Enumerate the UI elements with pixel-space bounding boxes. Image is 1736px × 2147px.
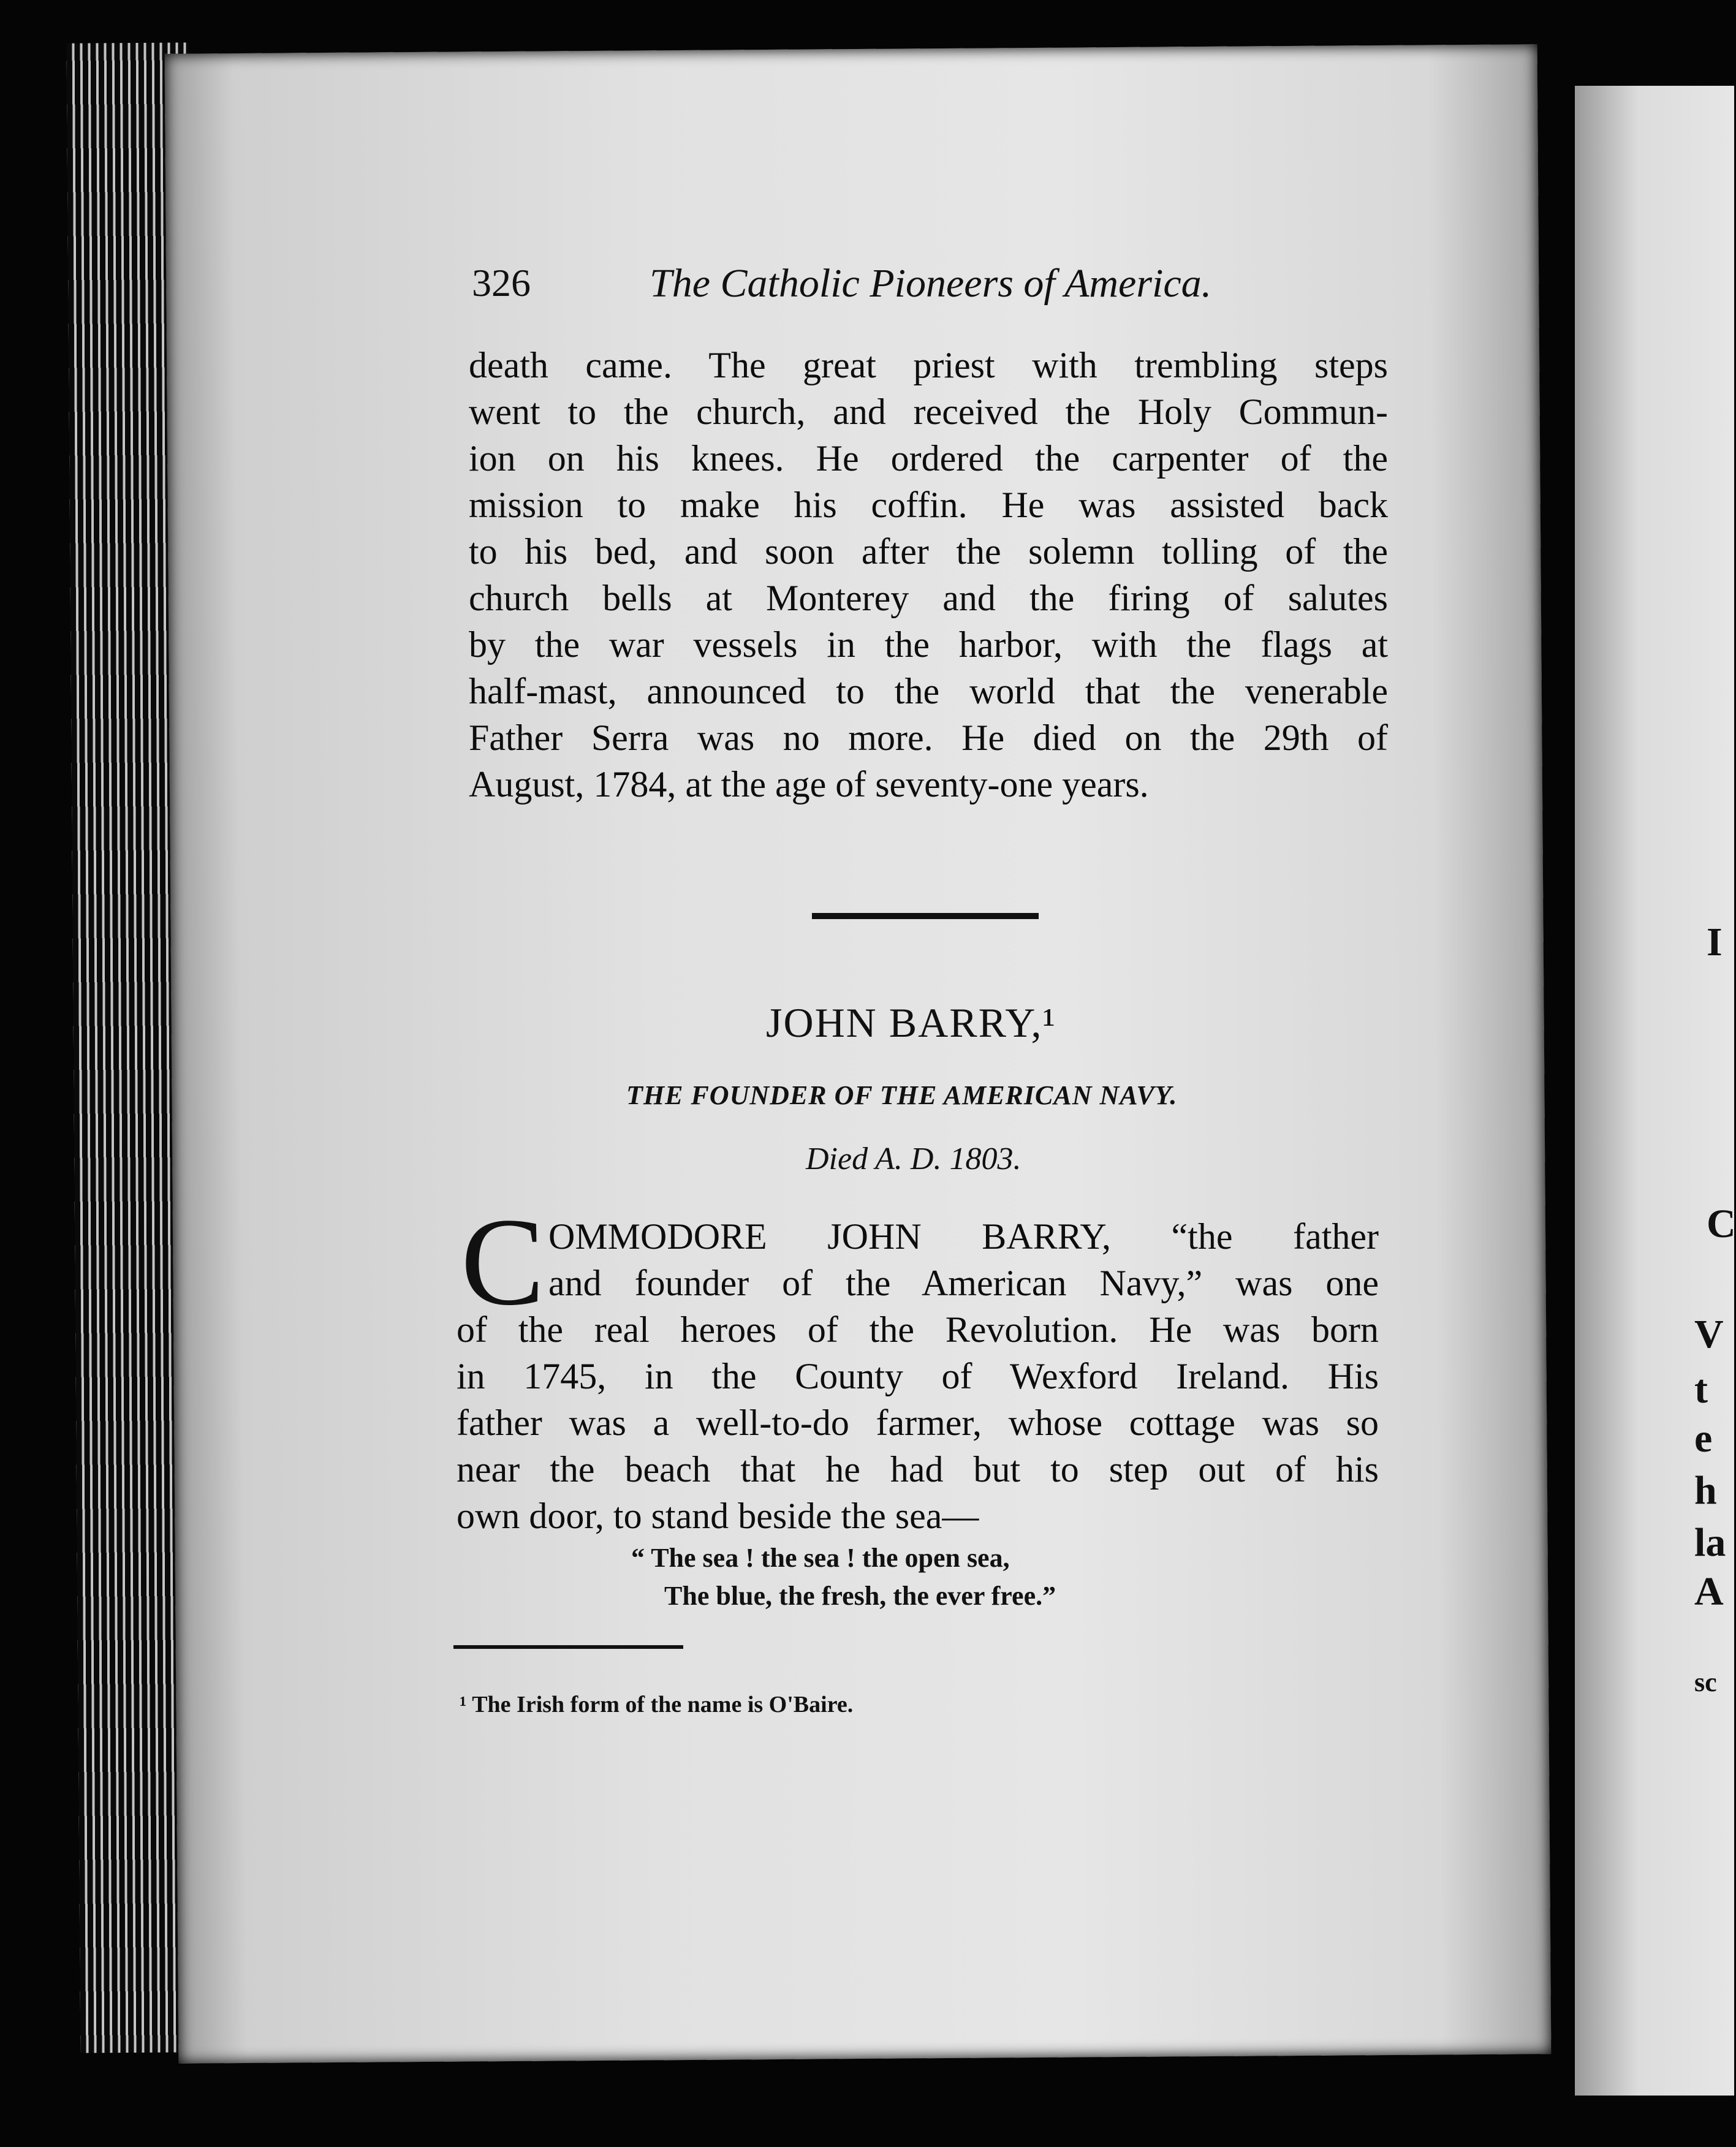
text-line: by the war vessels in the harbor, with the flags at (469, 624, 1388, 665)
page-number: 326 (472, 261, 531, 305)
section-divider (812, 913, 1039, 919)
text-line: Father Serra was no more. He died on the 29th of (469, 718, 1388, 758)
facing-page-fragment: A (1694, 1569, 1724, 1614)
facing-page-fragment: I (1707, 920, 1723, 964)
footnote-rule (453, 1645, 683, 1649)
text-line: OMMODORE JOHN BARRY, “the father (548, 1216, 1379, 1257)
text-line: went to the church, and received the Holy Commun- (469, 392, 1388, 432)
paragraph-barry-intro (457, 1213, 1379, 1539)
facing-page-fragment: t (1694, 1367, 1708, 1412)
text-line: mission to make his coffin. He was assisted back (469, 485, 1388, 525)
section-title: JOHN BARRY,¹ (766, 999, 1056, 1046)
section-subtitle: THE FOUNDER OF THE AMERICAN NAVY. (626, 1080, 1178, 1110)
text-line: ion on his knees. He ordered the carpenter of the (469, 438, 1388, 479)
running-title: The Catholic Pioneers of America. (650, 261, 1212, 306)
text-line: to his bed, and soon after the solemn tolling of the (469, 531, 1388, 572)
text-line: father was a well-to-do farmer, whose cottage was so (457, 1403, 1379, 1443)
text-line: August, 1784, at the age of seventy-one years. (469, 764, 1149, 805)
date-line: Died A. D. 1803. (806, 1142, 1022, 1176)
text-line: of the real heroes of the Revolution. He was born (457, 1309, 1379, 1350)
page-header (472, 260, 1244, 316)
text-line: and founder of the American Navy,” was one (548, 1263, 1379, 1303)
facing-page-fragment: C (1707, 1202, 1736, 1246)
facing-page-fragment: h (1694, 1468, 1717, 1513)
text-line: half-mast, announced to the world that the venerable (469, 671, 1388, 711)
quote-line: “ The sea ! the sea ! the open sea, (631, 1543, 1010, 1573)
text-line: in 1745, in the County of Wexford Ireland. His (457, 1356, 1379, 1396)
text-line: death came. The great priest with trembling steps (469, 345, 1388, 385)
text-line: church bells at Monterey and the firing of salutes (469, 578, 1388, 618)
drop-cap: C (461, 1192, 545, 1331)
text-line: own door, to stand beside the sea— (457, 1496, 979, 1536)
facing-page (1575, 86, 1734, 2096)
facing-page-fragment: V (1694, 1312, 1724, 1357)
facing-page-fragment: la (1694, 1520, 1726, 1565)
paragraph-serra-death (469, 342, 1388, 808)
verse-quote (631, 1539, 1056, 1615)
facing-page-fragment: sc (1694, 1667, 1717, 1697)
footnote: ¹ The Irish form of the name is O'Baire. (460, 1692, 854, 1717)
facing-page-fragment: e (1694, 1416, 1713, 1461)
quote-line: The blue, the fresh, the ever free.” (664, 1581, 1056, 1611)
text-line: near the beach that he had but to step out of his (457, 1449, 1379, 1490)
